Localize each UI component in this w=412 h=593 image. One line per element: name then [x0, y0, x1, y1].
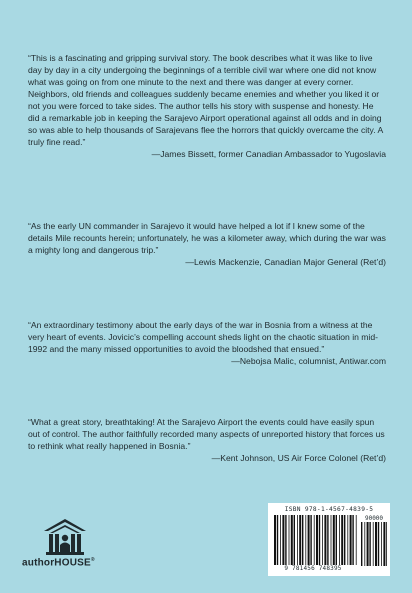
publisher-logo — [22, 517, 112, 577]
publisher-name: authorHOUSE — [22, 557, 91, 569]
barcode-bar — [305, 515, 306, 565]
quote-attribution: —Kent Johnson, US Air Force Colonel (Ret’d) — [211, 453, 386, 463]
barcode-bar — [322, 515, 323, 565]
barcode-bar — [367, 522, 369, 566]
barcode-bar — [356, 515, 357, 565]
barcode-bar — [297, 515, 298, 565]
barcode-bar — [369, 522, 370, 566]
barcode-bar — [333, 515, 335, 565]
barcode-bar — [386, 522, 387, 566]
barcode-bar — [324, 515, 326, 565]
barcode-bar — [347, 515, 348, 565]
barcode-bar — [341, 515, 343, 565]
quote-text: “This is a fascinating and gripping survival story. The book describes what it was like to live day by day in a city undergoing the beginnings of a terrible civil war where one did not know what was going on from one minute to the next and there was danger at every corner. Neighbors, old friends and colleagues suddenly became enemies and whether you liked it or not you were forced to take sides. The author tells his story with suspense and honesty. He did a remarkable job in keeping the Sarajevo Airport operational against all odds and in doing so was able to help thousands of Sarajevans flee the horrors that quickly overcame the city. A truly fine read.” — [28, 53, 383, 147]
barcode-bar — [336, 515, 337, 565]
barcode-bar — [378, 522, 379, 566]
barcode-bar — [285, 515, 286, 565]
registered-mark: ® — [90, 557, 95, 563]
barcode-bar — [383, 522, 385, 566]
barcode-addon: 90000 — [364, 515, 384, 522]
barcode-bar — [316, 515, 318, 565]
quote-text: “As the early UN commander in Sarajevo it would have helped a lot if I knew some of the details Mile recounts herein; unfortunately, he was a kilometer away, which during the war was a mighty long and dangerous trip.” — [28, 221, 386, 255]
barcode-bar — [319, 515, 320, 565]
barcode-bars — [274, 515, 358, 565]
barcode-bar — [344, 515, 345, 565]
quote-malic — [28, 319, 386, 367]
quote-text: “What a great story, breathtaking! At the Sarajevo Airport the events could have easily spun out of control. The author faithfully recorded many aspects of unreported history that forces us to rethink what really happened in Bosnia.” — [28, 417, 385, 451]
quote-attribution: —James Bissett, former Canadian Ambassador to Yugoslavia — [151, 149, 386, 159]
barcode-bar — [280, 515, 281, 565]
barcode-bar — [299, 515, 301, 565]
barcode-bar — [302, 515, 303, 565]
barcode-bar — [274, 515, 276, 565]
barcode-bar — [373, 522, 374, 566]
addon-bars — [361, 522, 387, 566]
barcode-bar — [291, 515, 293, 565]
barcode-bar — [327, 515, 328, 565]
quote-attribution: —Lewis Mackenzie, Canadian Major General (Ret’d) — [185, 257, 386, 267]
barcode-bar — [331, 515, 332, 565]
barcode-bar — [294, 515, 295, 565]
barcode-bar — [289, 515, 290, 565]
barcode-bar — [381, 522, 382, 566]
barcode-bar — [310, 515, 311, 565]
isbn-label: ISBN 978-1-4567-4839-5 — [284, 506, 374, 513]
barcode-bar — [364, 522, 365, 566]
isbn-barcode — [268, 503, 390, 576]
quote-johnson — [28, 416, 386, 464]
publisher-house-icon — [40, 517, 90, 557]
quote-mackenzie — [28, 220, 386, 268]
barcode-bar — [361, 522, 362, 566]
barcode-number: 9 781456 748395 — [284, 565, 342, 572]
barcode-bar — [308, 515, 310, 565]
barcode-bar — [282, 515, 284, 565]
barcode-bar — [375, 522, 377, 566]
barcode-bar — [352, 515, 353, 565]
barcode-bar — [277, 515, 278, 565]
quote-text: “An extraordinary testimony about the early days of the war in Bosnia from a witness at the very heart of events. Jovicic’s compelling account sheds light on the chaotic situation in mid-1992 and the many missed opportunities to avoid the bloodshed that ensued.” — [28, 320, 378, 354]
quote-attribution: —Nebojsa Malic, columnist, Antiwar.com — [231, 356, 386, 366]
barcode-bar — [314, 515, 315, 565]
barcode-bar — [350, 515, 352, 565]
barcode-bar — [339, 515, 340, 565]
quote-bissett — [28, 52, 386, 160]
